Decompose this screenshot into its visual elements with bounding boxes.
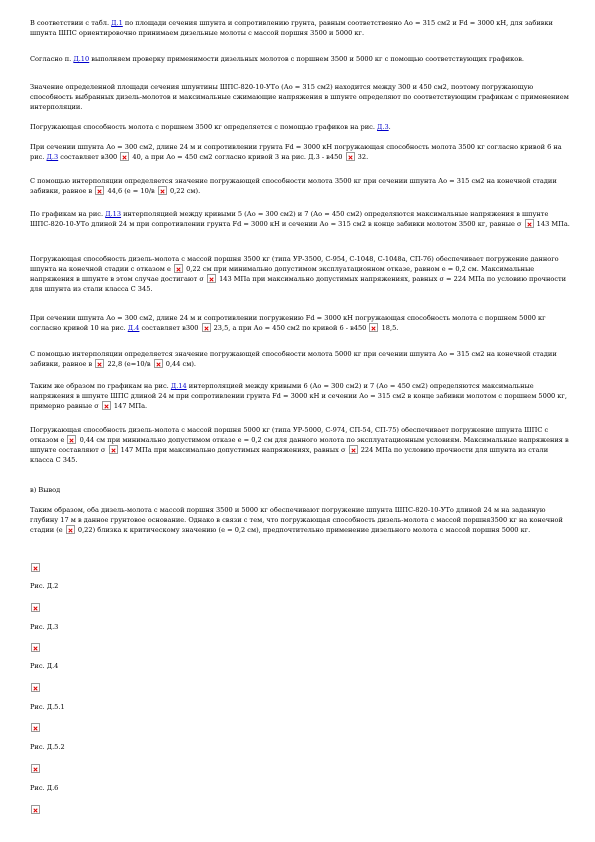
paragraph-7 — [30, 209, 570, 229]
text: При сечении шпунта Ао = 300 см2, длине 24 м и сопротивлении погружению Fd = 3000 кН погружающая способность молота с поршнем 5000 кг согласно кривой 10 на рис. — [30, 314, 546, 332]
text: 0,22) близка к критическому значению (е = 0,2 см), предпочтительно применение дизельного молота с массой поршня 5000 кг. — [75, 526, 531, 534]
paragraph-3: Значение определенной площади сечения шпунтины ШПС-820-10-УТо (Ао = 315 см2) находится между 300 и 450 см2, поэтому погружающую способность выбранных дизель-молотов и максимальные сжимающие напряжения в шпунте определяют по соответствующим графикам с применением интерполяции. — [30, 83, 569, 111]
text: 147 МПа при максимально допустимых напряжениях, равных σ — [118, 446, 348, 454]
text: 147 МПа. — [111, 402, 148, 410]
link-d4[interactable]: Д.4 — [127, 324, 140, 332]
broken-image-icon — [369, 323, 378, 332]
text: 0,44 см). — [163, 360, 197, 368]
text: Таким образом, оба дизель-молота с массой поршня 3500 и 5000 кг обеспечивают погружение шпунта ШПС-820-10-УТо длиной 24 м на заданную глубину 17 м в данное грунтовое основание. Однако в связи с тем, что погружающая способность дизель-молота с массой поршня3500 кг на конечной стадии (е — [30, 506, 563, 534]
text: С помощью интерполяции определяется значение погружающей способности молота 5000 кг при сечении шпунта Ао = 315 см2 на конечной стадии забивки, равное в — [30, 350, 557, 368]
paragraph-6 — [30, 176, 570, 196]
figure-caption: Рис. Д.5.2 — [30, 743, 65, 751]
broken-image-icon — [31, 764, 40, 773]
text: 143 МПа при максимально допустимых напряжениях, равных σ = 224 МПа по условию прочности для шпунта из стали класса С 345. — [30, 275, 567, 293]
paragraph-8 — [30, 254, 570, 294]
text: по площади сечения шпунта и сопротивлению грунта, равным соответственно Ао = 315 см2 и Fd = 3000 кН, для забивки шпунта ШПС ориентировочно принимаем дизельные молоты с массой поршня 3500 и 5000 кг. — [30, 19, 553, 37]
text: При сечении шпунта Ао = 300 см2, длине 24 м и сопротивлении грунта Fd = 3000 кН погружающая способность молота 3500 кг согласно кривой 6 на рис. — [30, 143, 562, 161]
broken-image-icon — [31, 563, 40, 572]
broken-image-icon — [158, 186, 167, 195]
broken-image-icon — [525, 219, 534, 228]
text: 23,5, а при Ао = 450 см2 по кривой 6 - в450 — [211, 324, 369, 332]
text: 224 МПа по условию прочности для шпунта из стали класса С 345. — [30, 446, 549, 464]
text: Погружающая способность молота с поршнем 3500 кг определяется с помощью графиков на рис. — [30, 123, 378, 131]
link-d10[interactable]: Д.10 — [73, 55, 90, 63]
broken-image-icon — [120, 152, 129, 161]
broken-image-icon — [95, 186, 104, 195]
broken-image-icon — [31, 805, 40, 814]
broken-image-icon — [31, 723, 40, 732]
link-d14[interactable]: Д.14 — [170, 382, 187, 390]
broken-image-icon — [207, 274, 216, 283]
paragraph-2 — [30, 54, 570, 64]
text: интерполяцией между кривыми 6 (Ао = 300 см2) и 7 (Ао = 450 см2) определяются максимальные напряжения в шпунте ШПС длиной 24 м при сопротивлении грунта Fd = 3000 кН и сечении Ао = 315 см2 в конце забивки молотом с поршнем 5000 кг, примерно равные σ — [30, 382, 567, 410]
link-d3[interactable]: Д.3 — [46, 153, 59, 161]
text: 44,6 (е = 10/в — [105, 187, 157, 195]
broken-image-icon — [67, 435, 76, 444]
figure-caption: Рис. Д.5.1 — [30, 703, 65, 711]
paragraph-10 — [30, 349, 570, 369]
broken-image-icon — [31, 643, 40, 652]
text: Согласно п. — [30, 55, 74, 63]
text: 22,8 (е=10/в — [105, 360, 153, 368]
broken-image-icon — [95, 359, 104, 368]
text: выполняем проверку применимости дизельных молотов с поршнем 3500 и 5000 кг с помощью соответствующих графиков. — [89, 55, 525, 63]
text: В соответствии с табл. — [30, 19, 112, 27]
link-d13[interactable]: Д.13 — [105, 210, 122, 218]
text: . — [388, 123, 391, 131]
section-heading-conclusion: в) Вывод — [30, 486, 61, 494]
text: Таким же образом по графикам на рис. — [30, 382, 171, 390]
figure-caption: Рис. Д.3 — [30, 623, 59, 631]
text: 40, а при Ао = 450 см2 согласно кривой 3 на рис. Д.3 - в450 — [130, 153, 345, 161]
figure-caption: Рис. Д.6 — [30, 784, 59, 792]
broken-image-icon — [66, 525, 75, 534]
text: 18,5. — [379, 324, 399, 332]
paragraph-14 — [30, 505, 570, 535]
text: интерполяцией между кривыми 5 (Ао = 300 см2) и 7 (Ао = 450 см2) определяются максимальные напряжения в шпунте ШПС-820-10-УТо длиной 24 м при сопротивлении грунта Fd = 3000 кН и сечении Ао = 315 см2 в конце забивки молотом 3500 кг, равные σ — [30, 210, 549, 228]
broken-image-icon — [31, 603, 40, 612]
text: 0,22 см). — [167, 187, 201, 195]
broken-image-icon — [349, 445, 358, 454]
text: С помощью интерполяции определяется значение погружающей способности молота 3500 кг при сечении шпунта Ао = 315 см2 на конечной стадии забивки, равное в — [30, 177, 557, 195]
text: составляет в300 — [139, 324, 201, 332]
broken-image-icon — [174, 264, 183, 273]
text: 143 МПа. — [534, 220, 570, 228]
figure-caption: Рис. Д.2 — [30, 582, 59, 590]
text: составляет в300 — [58, 153, 120, 161]
paragraph-4 — [30, 122, 570, 132]
paragraph-11 — [30, 381, 570, 411]
broken-image-icon — [102, 401, 111, 410]
link-d3[interactable]: Д.3 — [377, 123, 389, 131]
text: По графикам на рис. — [30, 210, 106, 218]
text: Погружающая способность дизель-молота с массой поршня 3500 кг (типа УР-3500, С-954, С-1048, С-1048а, СП-76) обеспечивает погружение данного шпунта на конечной стадии с отказом е — [30, 255, 559, 273]
text: Погружающая способность дизель-молота с массой поршня 5000 кг (типа УР-5000, С-974, СП-54, СП-75) обеспечивает погружение шпунта ШПС с отказом е — [30, 426, 549, 444]
text: 32. — [355, 153, 369, 161]
broken-image-icon — [154, 359, 163, 368]
text: 0,44 см при минимально допустимом отказе е = 0,2 см для данного молота по эксплуатационным условиям. Максимальные напряжения в шпунте составляют σ — [30, 436, 569, 454]
paragraph-9 — [30, 313, 570, 333]
paragraph-5 — [30, 142, 570, 162]
link-d1[interactable]: Д.1 — [111, 19, 123, 27]
broken-image-icon — [109, 445, 118, 454]
paragraph-12 — [30, 425, 570, 465]
figure-caption: Рис. Д.4 — [30, 662, 59, 670]
paragraph-1 — [30, 18, 570, 38]
broken-image-icon — [31, 683, 40, 692]
broken-image-icon — [202, 323, 211, 332]
text: 0,22 см при минимально допустимом эксплуатационном отказе, равном е = 0,2 см. Максимальные напряжения в шпунте в этом случае достигают σ — [30, 265, 535, 283]
broken-image-icon — [346, 152, 355, 161]
